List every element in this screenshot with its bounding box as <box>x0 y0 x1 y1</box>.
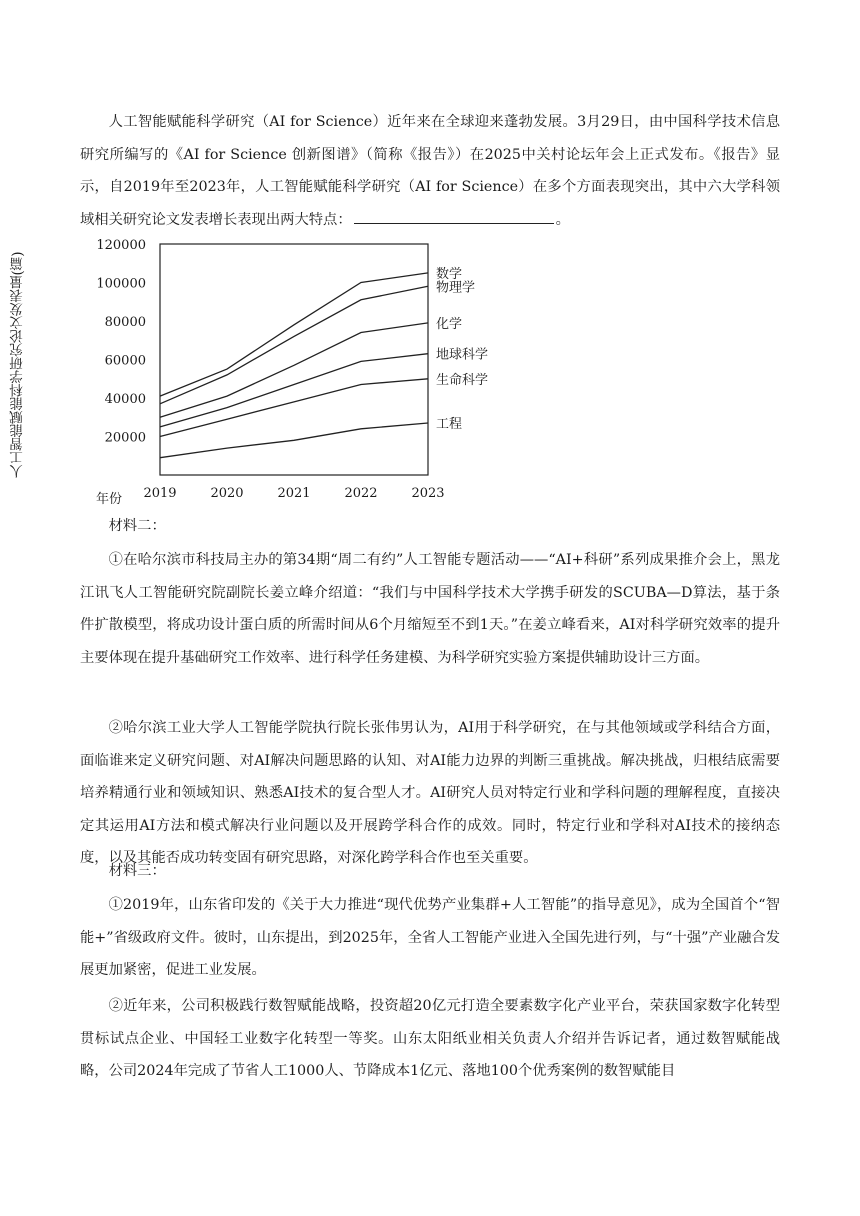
x-tick-label: 2020 <box>210 486 244 501</box>
material2-paragraph-2: ②哈尔滨工业大学人工智能学院执行院长张伟男认为，AI用于科学研究，在与其他领域或学科结合方面，面临谁来定义研究问题、对AI解决问题思路的认知、对AI能力边界的判断三重挑战。解决挑战，归根结底需要培养精通行业和领域知识、熟悉AI技术的复合型人才。AI研究人员对特定行业和学科问题的理解程度，直接决定其运用AI方法和模式解决行业问题以及开展跨学科合作的成效。同时，特定行业和学科对AI技术的接纳态度，以及其能否成功转变固有研究思路，对深化跨学科合作也至关重要。 <box>80 720 780 866</box>
y-tick-label: 80000 <box>104 315 146 330</box>
series-line <box>160 379 428 437</box>
series-label: 地球科学 <box>436 347 489 363</box>
material3-heading: 材料三： <box>108 863 166 879</box>
material2-paragraph-1: ①在哈尔滨市科技局主办的第34期“周二有约”人工智能专题活动——“AI+科研”系列成果推介会上，黑龙江讯飞人工智能研究院副院长姜立峰介绍道：“我们与中国科学技术大学携手研发的SCUBA—D算法，基于条件扩散模型，将成功设计蛋白质的所需时间从6个月缩短至不到1天。”在姜立峰看来，AI对科学研究效率的提升主要体现在提升基础研究工作效率、进行科学任务建模、为科学研究实验方案提供辅助设计三方面。 <box>80 552 780 666</box>
line-chart <box>60 238 500 510</box>
series-label: 工程 <box>436 417 463 433</box>
series-line <box>160 286 428 404</box>
x-axis-label: 年份 <box>96 492 123 507</box>
y-tick-label: 120000 <box>96 238 146 253</box>
chart-y-axis-label: 人工智能赋能科学研究论文发表量(篇) <box>10 251 26 479</box>
material2-heading: 材料二： <box>108 518 166 534</box>
intro-text: 人工智能赋能科学研究（AI for Science）近年来在全球迎来蓬勃发展。3月29日，由中国科学技术信息研究所编写的《AI for Science 创新图谱》（简称《报告》）在2025中关村论坛年会上正式发布。《报告》显示，自2019年至2023年，人工智能赋能科学研究（AI for Science）在多个方面表现突出，其中六大学科领域相关研究论文发表增长表现出两大特点： <box>80 114 780 228</box>
answer-blank[interactable] <box>354 209 554 224</box>
x-tick-label: 2022 <box>344 486 378 501</box>
chart-svg <box>60 238 500 510</box>
intro-end: 。 <box>555 211 570 228</box>
x-tick-label: 2021 <box>277 486 311 501</box>
y-tick-label: 20000 <box>104 430 146 446</box>
material3-paragraph-2: ②近年来，公司积极践行数智赋能战略，投资超20亿元打造全要素数字化产业平台，荣获国家数字化转型贯标试点企业、中国轻工业数字化转型一等奖。山东太阳纸业相关负责人介绍并告诉记者，通过数智赋能战略，公司2024年完成了节省人工1000人、节降成本1亿元、落地100个优秀案例的数智赋能目 <box>80 998 780 1079</box>
series-label: 化学 <box>436 316 463 332</box>
series-line <box>160 423 428 458</box>
material3-paragraph-1: ①2019年，山东省印发的《关于大力推进“现代优势产业集群+人工智能”的指导意见》，成为全国首个“智能+”省级政府文件。彼时，山东提出，到2025年，全省人工智能产业进入全国先进行列，与“十强”产业融合发展更加紧密，促进工业发展。 <box>80 897 780 978</box>
y-tick-label: 100000 <box>96 276 146 292</box>
series-label: 物理学 <box>436 280 476 296</box>
series-label: 生命科学 <box>436 372 489 388</box>
y-tick-label: 60000 <box>104 353 146 369</box>
series-label: 数学 <box>436 266 463 282</box>
series-line <box>160 273 428 396</box>
x-tick-label: 2019 <box>143 486 177 501</box>
intro-paragraph <box>80 106 780 236</box>
y-tick-label: 40000 <box>104 392 146 407</box>
x-tick-label: 2023 <box>411 486 445 501</box>
